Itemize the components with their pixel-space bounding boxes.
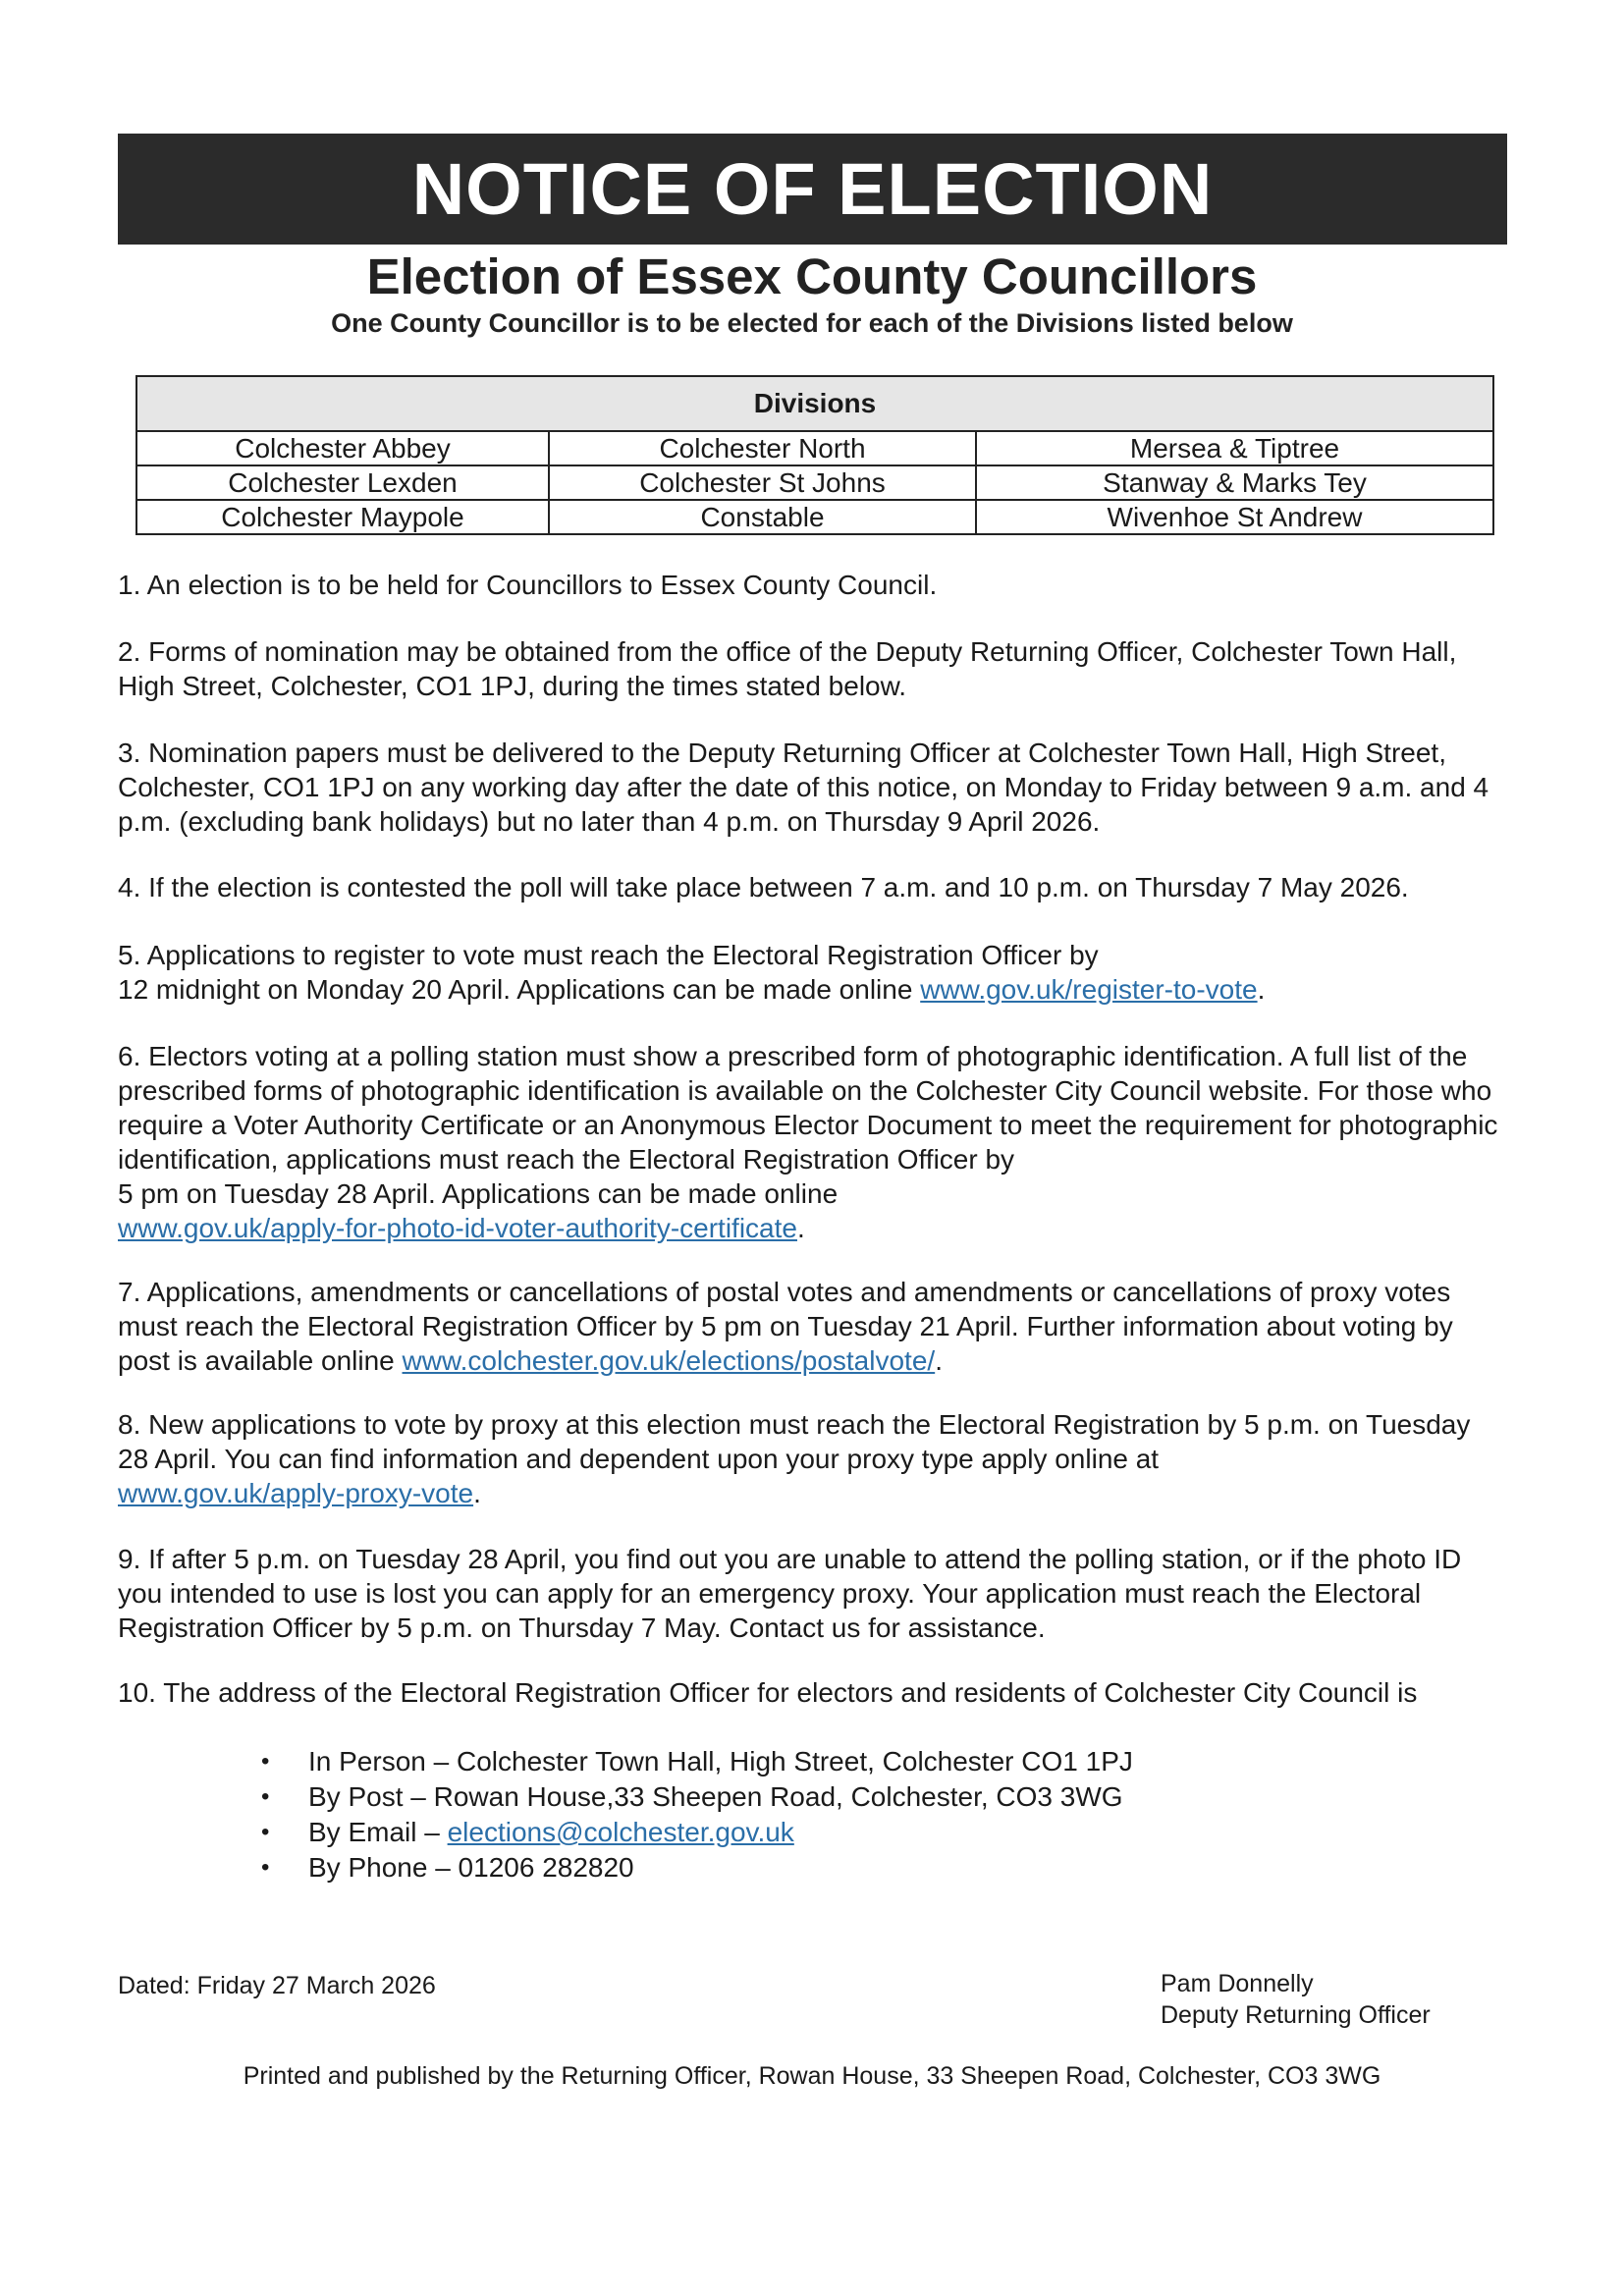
- paragraph-8-line: 8. New applications to vote by proxy at this election must reach the Electoral Registration by 5 p.m. on Tuesday 28 April. You can find information and dependent upon your proxy type apply online at: [118, 1409, 1471, 1474]
- bullet-icon: •: [261, 1748, 270, 1775]
- banner-title: NOTICE OF ELECTION: [411, 148, 1214, 230]
- paragraph-7-end: .: [935, 1345, 943, 1376]
- paragraph-6-line-2: 5 pm on Tuesday 28 April. Applications can be made online: [118, 1178, 839, 1209]
- divisions-header: Divisions: [136, 376, 1493, 431]
- list-item: [261, 1779, 1133, 1815]
- paragraph-3: [118, 736, 1504, 839]
- division-cell: Colchester North: [549, 431, 976, 465]
- contact-email-label: By Email –: [308, 1817, 448, 1847]
- paragraph-9: [118, 1542, 1504, 1645]
- signoff: [1161, 1968, 1431, 2031]
- paragraph-10-text: 10. The address of the Electoral Registration Officer for electors and residents of Colchester City Council is: [118, 1677, 1418, 1708]
- division-cell: Colchester Abbey: [136, 431, 549, 465]
- notice-banner: [118, 134, 1507, 245]
- page-title: Election of Essex County Councillors: [366, 248, 1258, 304]
- bullet-icon: •: [261, 1783, 270, 1810]
- paragraph-5-line-1: 5. Applications to register to vote must reach the Electoral Registration Officer by: [118, 940, 1099, 970]
- paragraph-8-text: [118, 1407, 1504, 1510]
- division-cell: Mersea & Tiptree: [976, 431, 1493, 465]
- paragraph-7-text: [118, 1275, 1504, 1378]
- division-cell: Colchester Maypole: [136, 500, 549, 534]
- division-cell: Constable: [549, 500, 976, 534]
- bullet-icon: •: [261, 1854, 270, 1881]
- division-cell: Colchester Lexden: [136, 465, 549, 500]
- page-subtitle: One County Councillor is to be elected for each of the Divisions listed below: [331, 308, 1293, 338]
- list-item: [261, 1850, 1133, 1886]
- paragraph-2-text: 2. Forms of nomination may be obtained from the office of the Deputy Returning Officer, Colchester Town Hall, High Street, Colchester, CO1 1PJ, during the times stated below.: [118, 636, 1457, 701]
- table-row: [136, 431, 1493, 465]
- paragraph-2: [118, 634, 1504, 703]
- paragraph-3-text: 3. Nomination papers must be delivered to the Deputy Returning Officer at Colchester Town Hall, High Street, Colchester, CO1 1PJ on any working day after the date of this notice, on Monday to Friday between 9 a.m. and 4 p.m. (excluding bank holidays) but no later than 4 p.m. on Thursday 9 April 2026.: [118, 738, 1489, 837]
- paragraph-8: [118, 1407, 1504, 1510]
- paragraph-5-line-2: 12 midnight on Monday 20 April. Applications can be made online: [118, 974, 913, 1005]
- paragraph-10: [118, 1675, 1504, 1710]
- dated-line: Dated: Friday 27 March 2026: [118, 1972, 436, 1999]
- paragraph-8-end: .: [473, 1478, 481, 1508]
- postal-vote-link[interactable]: www.colchester.gov.uk/elections/postalvote/: [402, 1345, 936, 1376]
- proxy-vote-link[interactable]: www.gov.uk/apply-proxy-vote: [118, 1478, 474, 1508]
- paragraph-5: [118, 938, 1504, 1007]
- list-item: [261, 1744, 1133, 1779]
- printed-by-line: Printed and published by the Returning Officer, Rowan House, 33 Sheepen Road, Colchester, CO3 3WG: [243, 2062, 1381, 2090]
- table-row: [136, 465, 1493, 500]
- division-cell: Wivenhoe St Andrew: [976, 500, 1493, 534]
- paragraph-9-text: 9. If after 5 p.m. on Tuesday 28 April, you find out you are unable to attend the polling station, or if the photo ID you intended to use is lost you can apply for an emergency proxy. Your application must reach the Electoral Registration Officer by 5 p.m. on Thursday 7 May. Contact us for assistance.: [118, 1544, 1462, 1643]
- paragraph-5-text: [118, 938, 1504, 1007]
- paragraph-5-end: .: [1257, 974, 1266, 1005]
- contact-by-post: By Post – Rowan House,33 Sheepen Road, Colchester, CO3 3WG: [308, 1781, 1123, 1812]
- paragraph-7-line: 7. Applications, amendments or cancellations of postal votes and amendments or cancellations of proxy votes must reach the Electoral Registration Officer by 5 pm on Tuesday 21 April. Further information about voting by post is available online: [118, 1277, 1453, 1376]
- divisions-header-row: [136, 376, 1493, 431]
- contact-in-person: In Person – Colchester Town Hall, High Street, Colchester CO1 1PJ: [308, 1746, 1133, 1777]
- paragraph-6: [118, 1039, 1504, 1245]
- paragraph-1-text: 1. An election is to be held for Councillors to Essex County Council.: [118, 570, 938, 600]
- paragraph-6-end: .: [796, 1213, 805, 1243]
- paragraph-6-line-1: 6. Electors voting at a polling station must show a prescribed form of photographic identification. A full list of the prescribed forms of photographic identification is available on the Colchester City Council website. For those who require a Voter Authority Certificate or an Anonymous Elector Document to meet the requirement for photographic identification, applications must reach the Electoral Registration Officer by: [118, 1041, 1498, 1175]
- email-link[interactable]: elections@colchester.gov.uk: [447, 1817, 794, 1847]
- table-row: [136, 500, 1493, 534]
- paragraph-4: [118, 870, 1504, 904]
- contact-list: [261, 1744, 1133, 1886]
- photo-id-link[interactable]: www.gov.uk/apply-for-photo-id-voter-authority-certificate: [118, 1213, 797, 1243]
- signoff-role: Deputy Returning Officer: [1161, 2001, 1431, 2029]
- paragraph-7: [118, 1275, 1504, 1378]
- register-to-vote-link[interactable]: www.gov.uk/register-to-vote: [920, 974, 1258, 1005]
- contact-by-phone: By Phone – 01206 282820: [308, 1852, 634, 1883]
- paragraph-1: [118, 568, 1504, 602]
- bullet-icon: •: [261, 1819, 270, 1845]
- paragraph-4-text: 4. If the election is contested the poll will take place between 7 a.m. and 10 p.m. on Thursday 7 May 2026.: [118, 872, 1409, 902]
- division-cell: Stanway & Marks Tey: [976, 465, 1493, 500]
- paragraph-6-text: [118, 1039, 1504, 1245]
- signoff-name: Pam Donnelly: [1161, 1970, 1314, 1997]
- division-cell: Colchester St Johns: [549, 465, 976, 500]
- divisions-table: [135, 375, 1494, 535]
- list-item: [261, 1815, 1133, 1850]
